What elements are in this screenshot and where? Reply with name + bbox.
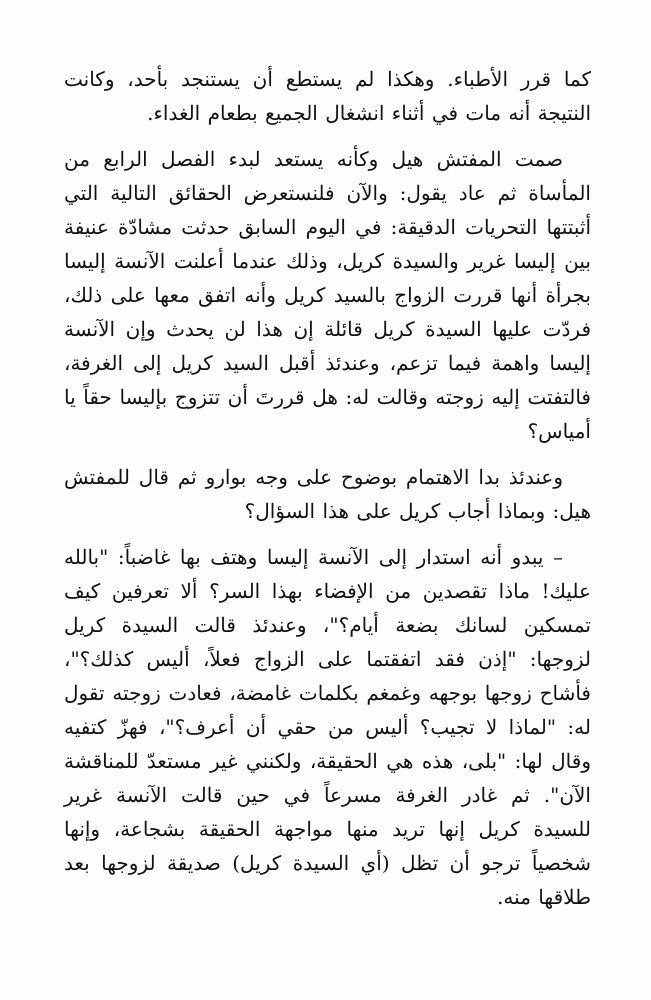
- paragraph-1: كما قرر الأطباء. وهكذا لم يستطع أن يستنجد بأحد، وكانت النتيجة أنه مات في أثناء انشغال الجميع بطعام الغداء.: [64, 67, 591, 125]
- paragraph-3: وعندئذ بدا الاهتمام بوضوح على وجه بوارو ثم قال للمفتش هيل: وبماذا أجاب كريل على هذا السؤال؟: [64, 465, 591, 523]
- paragraph-4: – يبدو أنه استدار إلى الآنسة إليسا وهتف بها غاضباً: "بالله عليك! ماذا تقصدين من الإفضاء بهذا السر؟ ألا تعرفين كيف تمسكين لسانك بضعة أيام؟"، وعندئذ قالت السيدة كريل لزوجها: "إذن فقد اتفقتما على الزواج فعلاً، أليس كذلك؟"، فأشاح زوجها بوجهه وغمغم بكلمات غامضة، فعادت زوجته تقول له: "لماذا لا تجيب؟ أليس من حقي أن أعرف؟"، فهزّ كتفيه وقال لها: "بلى، هذه هي الحقيقة، ولكنني غير مستعدّ للمناقشة الآن". ثم غادر الغرفة مسرعاً في حين قالت الآنسة غرير للسيدة كريل إنها تريد منها مواجهة الحقيقة بشجاعة، وإنها شخصياً ترجو أن تظل (أي السيدة كريل) صديقة لزوجها بعد طلاقها منه.: [64, 545, 591, 909]
- paragraph-2: صمت المفتش هيل وكأنه يستعد لبدء الفصل الرابع من المأساة ثم عاد يقول: والآن فلنستعرض الحقائق التالية التي أثبتتها التحريات الدقيقة: في اليوم السابق حدثت مشادّة عنيفة بين إليسا غرير والسيدة كريل، وذلك عندما أعلنت الآنسة إليسا بجرأة أنها قررت الزواج بالسيد كريل وأنه اتفق معها على ذلك، فردّت عليها السيدة كريل قائلة إن هذا لن يحدث وإن الآنسة إليسا واهمة فيما تزعم، وعندئذ أقبل السيد كريل إلى الغرفة، فالتفتت إليه زوجته وقالت له: هل قررتَ أن تتزوج بإليسا حقاً يا أمياس؟: [64, 147, 591, 443]
